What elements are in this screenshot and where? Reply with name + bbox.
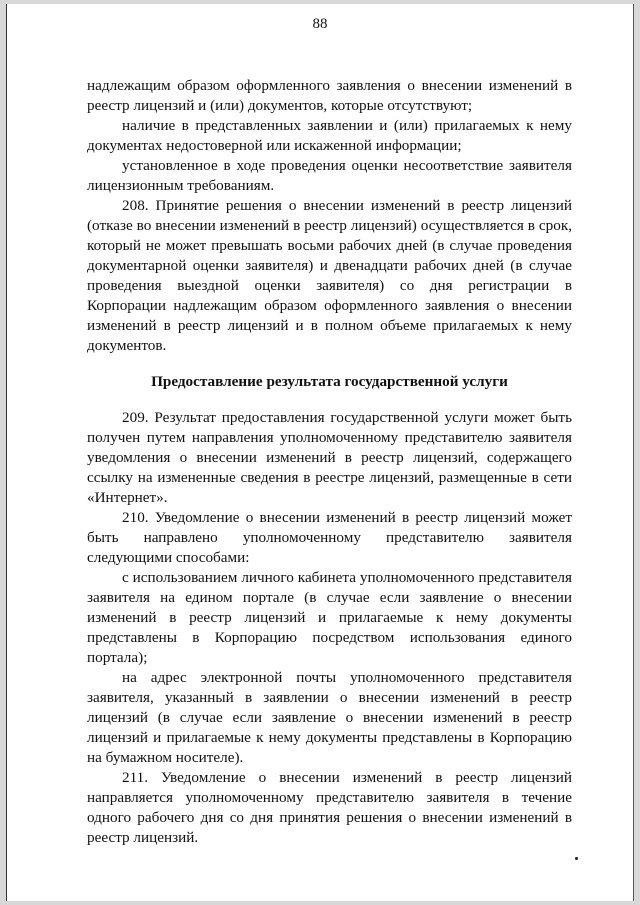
paragraph-210: 210. Уведомление о внесении изменений в реестр лицензий может быть направлено уполномоченному представителю заявителя следующими способами: xyxy=(87,509,572,566)
paragraph-continuation: надлежащим образом оформленного заявления о внесении изменений в реестр лицензий и (или) документов, которые отсутствуют; xyxy=(87,77,572,114)
section-heading: Предоставление результата государственной услуги xyxy=(151,373,508,390)
paragraph-item-email: на адрес электронной почты уполномоченного представителя заявителя, указанный в заявлении о внесении изменений в реестр лицензий (в случае если заявление о внесении изменений в реестр лицензий и прилагаемые к нему документы представлены в Корпорацию на бумажном носителе). xyxy=(87,669,572,766)
scan-speck xyxy=(575,857,578,860)
paragraph-item-noncompliance: установленное в ходе проведения оценки несоответствие заявителя лицензионным требованиям. xyxy=(87,157,572,194)
document-body xyxy=(87,76,572,848)
paragraph-item-portal: с использованием личного кабинета уполномоченного представителя заявителя на едином портале (в случае если заявление о внесении изменений в реестр лицензий и прилагаемые к нему документы представлены в Корпорацию посредством использования единого портала); xyxy=(87,569,572,666)
page-number: 88 xyxy=(312,16,328,32)
paragraph-211: 211. Уведомление о внесении изменений в реестр лицензий направляется уполномоченному представителю заявителя в течение одного рабочего дня со дня принятия решения о внесении изменений в реестр лицензий. xyxy=(87,769,572,846)
paragraph-item-inaccurate-info: наличие в представленных заявлении и (или) прилагаемых к нему документах недостоверной или искаженной информации; xyxy=(87,117,572,154)
paragraph-209: 209. Результат предоставления государственной услуги может быть получен путем направления уполномоченному представителю заявителя уведомления о внесении изменений в реестр лицензий, содержащего ссылку на измененные сведения в реестре лицензий, размещенные в сети «Интернет». xyxy=(87,409,572,506)
document-page xyxy=(6,4,634,901)
paragraph-208: 208. Принятие решения о внесении изменений в реестр лицензий (отказе во внесении изменений в реестр лицензий) осуществляется в срок, который не может превышать восьми рабочих дней (в случае проведения документарной оценки заявителя) и двенадцати рабочих дней (в случае проведения выездной оценки заявителя) со дня регистрации в Корпорации надлежащим образом оформленного заявления о внесении изменений в реестр лицензий и в полном объеме прилагаемых к нему документов. xyxy=(87,197,572,354)
